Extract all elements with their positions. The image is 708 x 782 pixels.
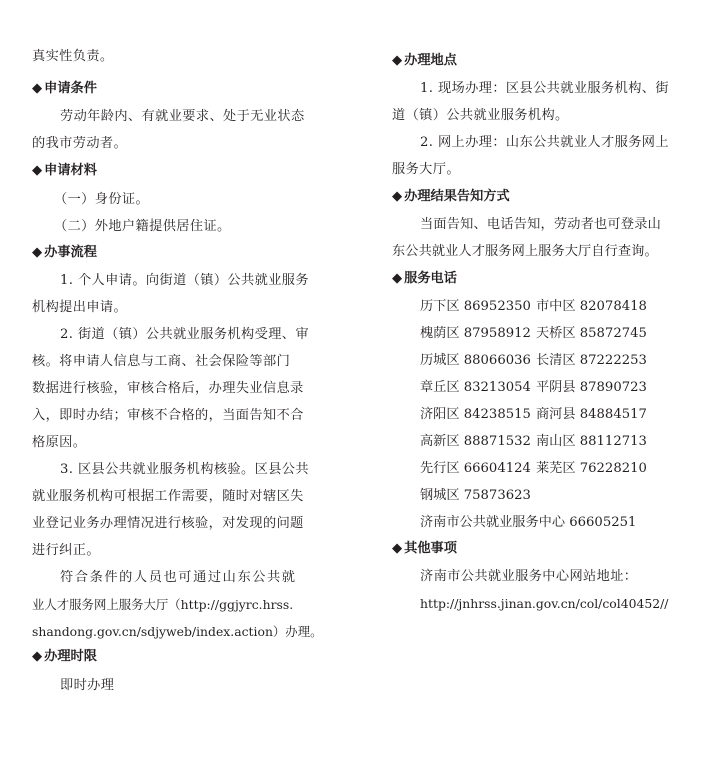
- black-diamond-icon: ◆: [32, 649, 43, 664]
- paragraph-line: 2. 网上办理：山东公共就业人才服务网上: [420, 135, 669, 150]
- section-heading-result-notice: ◆ 办理结果告知方式: [392, 184, 510, 211]
- paragraph-line: 格原因。: [32, 435, 87, 450]
- section-heading-time-limit: ◆ 办理时限: [32, 644, 97, 671]
- section-heading-materials: ◆ 申请材料: [32, 158, 97, 185]
- phone-entry: 槐荫区 87958912: [420, 326, 531, 341]
- black-diamond-icon: ◆: [392, 541, 403, 556]
- section-heading-service-phone: ◆ 服务电话: [392, 266, 457, 293]
- phone-entry: 莱芜区 76228210: [536, 461, 647, 476]
- phone-entry: 章丘区 83213054: [420, 380, 531, 395]
- section-heading-process: ◆ 办事流程: [32, 240, 97, 267]
- phone-row: [420, 375, 647, 402]
- paragraph-line: （二）外地户籍提供居住证。: [54, 219, 231, 234]
- phone-row: [420, 402, 647, 429]
- paragraph-line: 业人才服务网上服务大厅（http://ggjyrc.hrss.: [32, 597, 294, 612]
- phone-entry: 平阴县 87890723: [536, 380, 647, 395]
- phone-center-row: [420, 510, 636, 537]
- phone-entry: 天桥区 85872745: [536, 326, 647, 341]
- website-url: http://jnhrss.jinan.gov.cn/col/col40452//: [420, 596, 669, 611]
- phone-entry: 历下区 86952350: [420, 299, 531, 314]
- black-diamond-icon: ◆: [392, 271, 403, 286]
- phone-entry: 历城区 88066036: [420, 353, 531, 368]
- phone-entry: 先行区 66604124: [420, 461, 531, 476]
- paragraph-line: 真实性负责。: [32, 49, 114, 64]
- black-diamond-icon: ◆: [32, 245, 43, 260]
- section-heading-conditions: ◆ 申请条件: [32, 76, 97, 103]
- phone-row: [420, 456, 647, 483]
- black-diamond-icon: ◆: [392, 53, 403, 68]
- paragraph-line: 业登记业务办理情况进行核验，对发现的问题: [32, 516, 304, 531]
- paragraph-line: 入，即时办结；审核不合格的，当面告知不合: [32, 408, 304, 423]
- phone-entry: 市中区 82078418: [536, 299, 647, 314]
- paragraph-line: 2. 街道（镇）公共就业服务机构受理、审: [60, 327, 309, 342]
- phone-row: [420, 348, 647, 375]
- phone-entry: 南山区 88112713: [536, 434, 647, 449]
- paragraph-line: 1. 现场办理：区县公共就业服务机构、街: [420, 81, 669, 96]
- paragraph-line: 即时办理: [60, 678, 115, 693]
- paragraph-line: 劳动年龄内、有就业要求、处于无业状态: [60, 109, 305, 124]
- paragraph-line: 数据进行核验，审核合格后，办理失业信息录: [32, 381, 304, 396]
- phone-row: [420, 321, 647, 348]
- phone-entry-center: 济南市公共就业服务中心 66605251: [420, 515, 637, 530]
- paragraph-line: 核。将申请人信息与工商、社会保险等部门: [32, 354, 291, 369]
- black-diamond-icon: ◆: [32, 81, 43, 96]
- phone-entry: 商河县 84884517: [536, 407, 647, 422]
- phone-row: [420, 294, 647, 321]
- phone-entry: 钢城区 75873623: [420, 488, 531, 503]
- phone-row: [420, 483, 536, 510]
- phone-entry: 济阳区 84238515: [420, 407, 531, 422]
- paragraph-line: 当面告知、电话告知，劳动者也可登录山: [420, 217, 661, 232]
- paragraph-line: 道（镇）公共就业服务机构。: [392, 108, 569, 123]
- black-diamond-icon: ◆: [392, 189, 403, 204]
- phone-entry: 高新区 88871532: [420, 434, 531, 449]
- paragraph-line: 济南市公共就业服务中心网站地址：: [420, 569, 638, 584]
- paragraph-line: 1. 个人申请。向街道（镇）公共就业服务: [60, 273, 309, 288]
- paragraph-line: 的我市劳动者。: [32, 136, 128, 151]
- phone-entry: 长清区 87222253: [536, 353, 647, 368]
- paragraph-line: 进行纠正。: [32, 543, 100, 558]
- paragraph-line: 服务大厅。: [392, 162, 460, 177]
- paragraph-line: 符合条件的人员也可通过山东公共就: [60, 570, 297, 585]
- paragraph-line: shandong.gov.cn/sdjyweb/index.action）办理。: [32, 624, 323, 639]
- paragraph-line: 东公共就业人才服务网上服务大厅自行查询。: [392, 244, 658, 259]
- phone-row: [420, 429, 647, 456]
- paragraph-line: （一）身份证。: [54, 192, 150, 207]
- paragraph-line: 3. 区县公共就业服务机构核验。区县公共: [60, 462, 309, 477]
- paragraph-line: 机构提出申请。: [32, 300, 128, 315]
- section-heading-location: ◆ 办理地点: [392, 48, 457, 75]
- section-heading-other: ◆ 其他事项: [392, 536, 457, 563]
- black-diamond-icon: ◆: [32, 163, 43, 178]
- paragraph-line: 就业服务机构可根据工作需要，随时对辖区失: [32, 489, 304, 504]
